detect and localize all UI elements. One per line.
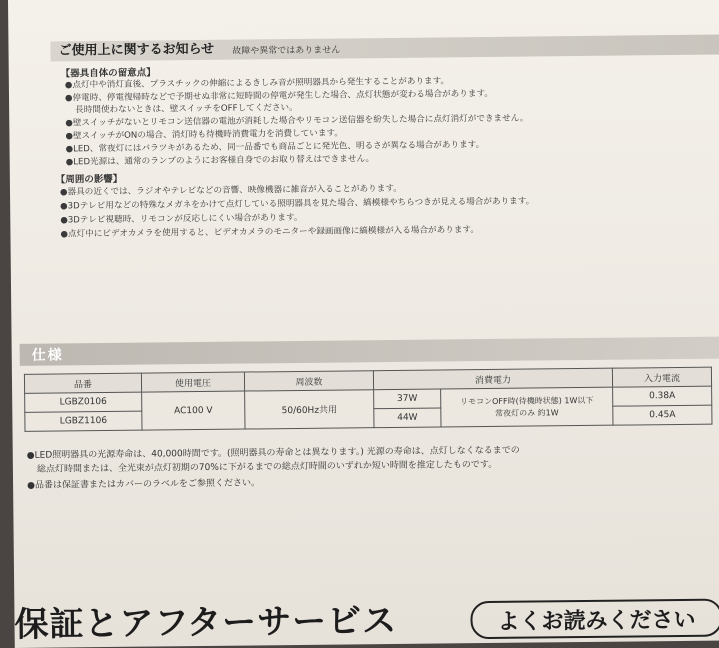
notice-bullet: ●3Dテレビ用などの特殊なメガネをかけて点灯している照明器具を見た場合、縞模様やちらつきが見える場合があります。 <box>60 196 535 212</box>
power-cell: 44W <box>374 408 441 428</box>
notice-bullet: ●停電時、停電復帰時などで予期せぬ非常に短時間の停電が発生した場合、点灯状態が変わる場合があります。 <box>64 88 493 104</box>
current-cell: 0.38A <box>613 386 712 406</box>
notice-bullet: ●LED光源は、通常のランプのようにお客様自身でのお取り替えはできません。 <box>65 154 375 168</box>
notice-bullet: ●器具の近くでは、ラジオやテレビなどの音響、映像機器に雑音が入ることがあります。 <box>59 183 402 198</box>
manual-page <box>8 0 719 648</box>
notice-bullet: ●LED、常夜灯にはバラツキがあるため、同一品番でも商品ごとに発光色、明るさが異なる場合があります。 <box>65 140 485 155</box>
power-cell: 37W <box>374 389 441 409</box>
notice-bullet: ●点灯中にビデオカメラを使用すると、ビデオカメラのモニターや録画画像に縞模様が入る場合があります。 <box>60 225 479 240</box>
spec-note: ●LED照明器具の光源寿命は、40,000時間です。(照明器具の寿命とは異なります。) 光源の寿命は、点灯しなくなるまでの <box>26 445 520 461</box>
standby-line1: リモコンOFF時(待機時状態) 1W以下 <box>460 395 594 406</box>
notice-bullet: ●点灯中や消灯直後、プラスチックの伸縮によるきしみ音が照明器具から発生することがあります。 <box>64 76 450 91</box>
notice-bullet-cont: 長時間使わないときは、壁スイッチをOFFしてください。 <box>75 102 298 116</box>
read-carefully-badge: よくお読みください <box>470 599 719 640</box>
header-voltage: 使用電圧 <box>141 372 244 392</box>
voltage-cell: AC100 V <box>142 391 245 430</box>
header-current: 入力電流 <box>612 367 711 387</box>
header-frequency: 周波数 <box>244 371 373 391</box>
notice-bullet: ●3Dテレビ視聴時、リモコンが反応しにくい場合があります。 <box>60 212 303 226</box>
header-power: 消費電力 <box>373 368 612 390</box>
spec-note: ●品番は保証書またはカバーのラベルをご参照ください。 <box>27 478 260 491</box>
notice-bullet: ●壁スイッチがないとリモコン送信器の電池が消耗した場合やリモコン送信器を紛失した場合に点灯消灯ができません。 <box>65 113 529 129</box>
standby-cell <box>441 387 613 427</box>
spec-table <box>24 367 713 432</box>
frequency-cell: 50/60Hz共用 <box>245 390 374 429</box>
header-model: 品番 <box>24 373 141 393</box>
spec-note-cont: 総点灯時間または、全光束が点灯初期の70%に下がるまでの総点灯時間のいずれか短い時間を推定したものです。 <box>36 459 498 475</box>
current-cell: 0.45A <box>613 405 712 425</box>
notice-subtitle: 故障や異常ではありません <box>232 45 341 57</box>
notice-title: ご使用上に関するお知らせ <box>58 41 215 59</box>
notice-header <box>50 39 340 62</box>
spec-title: 仕様 <box>31 347 64 364</box>
standby-line2: 常夜灯のみ 約1W <box>495 407 559 418</box>
spec-header-bar <box>20 337 719 366</box>
model-cell: LGBZ1106 <box>25 411 142 431</box>
notice-bullet: ●壁スイッチがONの場合、消灯時も待機時消費電力を消費しています。 <box>65 128 343 142</box>
group1-heading: 【器具自体の留意点】 <box>60 67 156 80</box>
model-cell: LGBZ0106 <box>25 392 142 412</box>
warranty-title: 保証とアフターサービス <box>14 600 398 645</box>
group2-heading: 【周囲の影響】 <box>55 173 123 186</box>
